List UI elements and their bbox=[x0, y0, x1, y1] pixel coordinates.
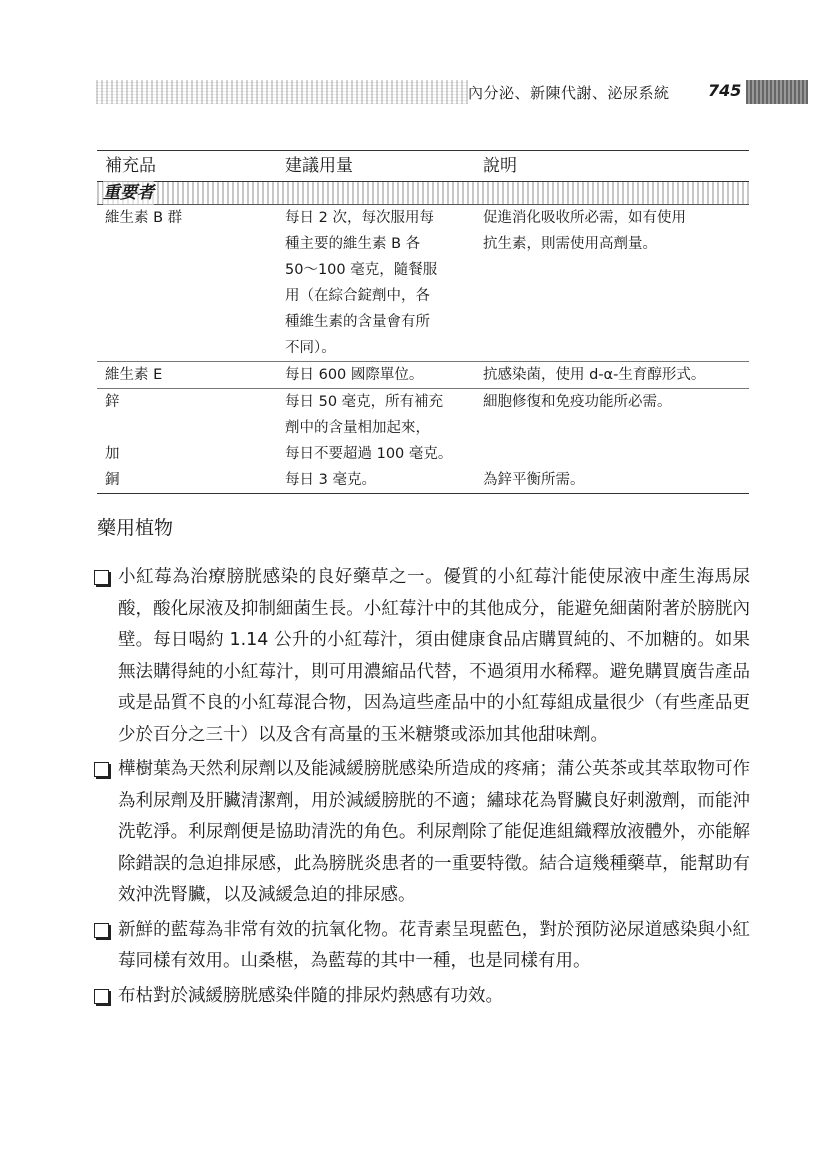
running-header bbox=[96, 78, 808, 106]
dosage-line: 每日 2 次，每次服用每 bbox=[285, 210, 434, 226]
dosage-cell bbox=[285, 362, 477, 388]
dosage-line: 每日不要超過 100 毫克。 bbox=[285, 446, 453, 462]
dosage-line: 劑中的含量相加起來， bbox=[285, 420, 430, 436]
column-header-supplement: 補充品 bbox=[105, 156, 156, 176]
checkbox-bullet-icon bbox=[94, 762, 109, 777]
dosage-cell bbox=[285, 441, 477, 467]
section-heading: 藥用植物 bbox=[97, 517, 174, 539]
dosage-line: 用（在綜合錠劑中，各 bbox=[285, 288, 430, 304]
supplement-name: 維生素 B 群 bbox=[105, 210, 183, 226]
list-item-text: 小紅莓為治療膀胱感染的良好藥草之一。優質的小紅莓汁能使尿液中產生海馬尿酸，酸化尿液及抑制細菌生長。小紅莓汁中的其他成分，能避免細菌附著於膀胱內壁。每日喝約 1.14 公升的小紅莓汁，須由健康食品店購買純的、不加糖的。如果無法購得純的小紅莓汁，則可用濃縮品代替，不過須用水稀釋。避免購買廣告產品或是品質不良的小紅莓混合物，因為這些產品中的小紅莓組成量很少（有些產品更少於百分之三十）以及含有高量的玉米糖漿或添加其他甜味劑。 bbox=[118, 567, 750, 745]
list-item bbox=[90, 915, 750, 978]
note-line: 促進消化吸收所必需，如有使用 bbox=[483, 210, 686, 226]
dosage-cell bbox=[285, 205, 477, 361]
checkbox-bullet-icon bbox=[94, 989, 109, 1004]
dosage-line: 50～100 毫克，隨餐服 bbox=[285, 262, 438, 278]
notes-cell bbox=[477, 441, 749, 467]
table-row bbox=[97, 362, 749, 389]
note-line: 抗感染菌，使用 d-α-生育醇形式。 bbox=[483, 367, 706, 383]
header-decorative-pattern bbox=[96, 80, 468, 104]
supplement-table bbox=[97, 150, 749, 494]
dosage-line: 每日 3 毫克。 bbox=[285, 472, 376, 488]
supplement-name: 鋅 bbox=[105, 394, 120, 410]
supplement-name: 銅 bbox=[105, 472, 120, 488]
table-header-row bbox=[97, 151, 749, 182]
dosage-line: 種主要的維生素 B 各 bbox=[285, 236, 421, 252]
dosage-line: 不同）。 bbox=[285, 340, 336, 356]
page-number: 745 bbox=[708, 81, 742, 100]
notes-cell bbox=[477, 205, 749, 361]
dosage-cell bbox=[285, 467, 477, 493]
table-row bbox=[97, 441, 749, 467]
supplement-name: 維生素 E bbox=[105, 367, 163, 383]
column-header-notes: 說明 bbox=[483, 156, 517, 176]
chapter-title: 內分泌、新陳代謝、泌尿系統 bbox=[468, 84, 670, 102]
list-item-text: 樺樹葉為天然利尿劑以及能減緩膀胱感染所造成的疼痛；蒲公英茶或其萃取物可作為利尿劑及肝臟清潔劑，用於減緩膀胱的不適；繡球花為腎臟良好刺激劑，而能沖洗乾淨。利尿劑便是協助清洗的角色。利尿劑除了能促進組織釋放液體外，亦能解除錯誤的急迫排尿感，此為膀胱炎患者的一重要特徵。結合這幾種藥草，能幫助有效沖洗腎臟，以及減緩急迫的排尿感。 bbox=[118, 759, 750, 905]
note-line: 為鋅平衡所需。 bbox=[483, 472, 585, 488]
table-row bbox=[97, 467, 749, 494]
notes-cell bbox=[477, 362, 749, 388]
table-section-row bbox=[97, 182, 749, 205]
list-item bbox=[90, 981, 750, 1013]
dosage-cell bbox=[285, 389, 477, 441]
table-row bbox=[97, 205, 749, 362]
supplement-name: 加 bbox=[105, 446, 120, 462]
checkbox-bullet-icon bbox=[94, 923, 109, 938]
table-row bbox=[97, 389, 749, 441]
list-item bbox=[90, 754, 750, 912]
dosage-line: 每日 600 國際單位。 bbox=[285, 367, 424, 383]
note-line: 抗生素，則需使用高劑量。 bbox=[483, 236, 657, 252]
notes-cell bbox=[477, 467, 749, 493]
bullet-list bbox=[90, 562, 750, 1015]
table-section-label: 重要者 bbox=[103, 180, 154, 206]
dosage-line: 種維生素的含量會有所 bbox=[285, 314, 430, 330]
note-line: 細胞修復和免疫功能所必需。 bbox=[483, 394, 672, 410]
column-header-dosage: 建議用量 bbox=[285, 156, 353, 176]
dosage-line: 每日 50 毫克，所有補充 bbox=[285, 394, 444, 410]
notes-cell bbox=[477, 389, 749, 441]
header-decorative-block bbox=[746, 80, 808, 104]
list-item-text: 新鮮的藍莓為非常有效的抗氧化物。花青素呈現藍色，對於預防泌尿道感染與小紅莓同樣有效用。山桑椹，為藍莓的其中一種，也是同樣有用。 bbox=[118, 919, 750, 971]
checkbox-bullet-icon bbox=[94, 570, 109, 585]
list-item-text: 布枯對於減緩膀胱感染伴隨的排尿灼熱感有功效。 bbox=[118, 985, 503, 1006]
list-item bbox=[90, 562, 750, 751]
